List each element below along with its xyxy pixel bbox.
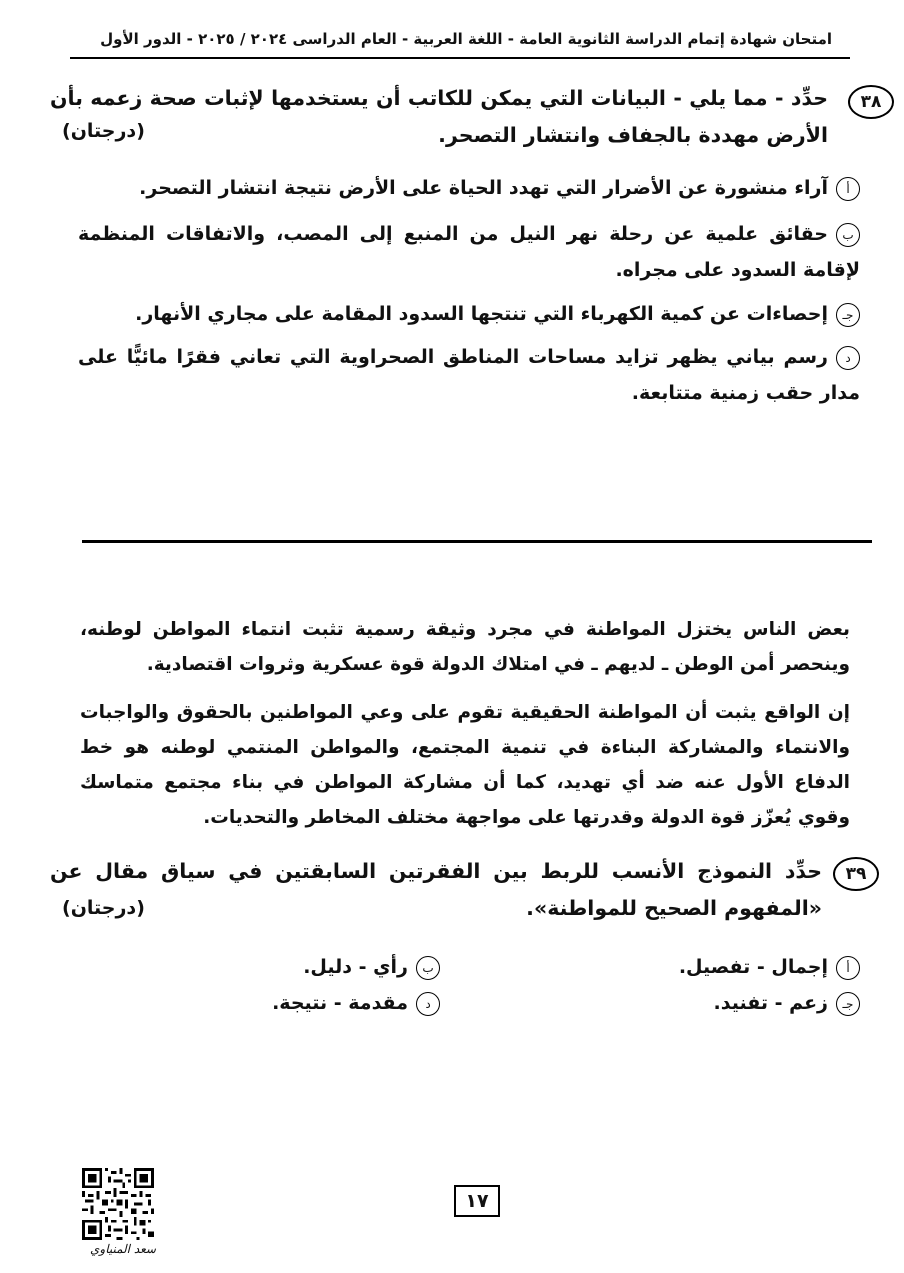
author-signature: سعد المنياوي: [90, 1242, 156, 1256]
exam-header: امتحان شهادة إتمام الدراسة الثانوية العامة - اللغة العربية - العام الدراسى ٢٠٢٤ / ٢٠٢٥ - الدور الأول: [100, 30, 832, 48]
q39-option-b[interactable]: [100, 949, 440, 985]
option-text: حقائق علمية عن رحلة نهر النيل من المنبع إلى المصب، والاتفاقات المنظمة لإقامة السدود على مجراه.: [78, 223, 860, 281]
q38-option-c[interactable]: [82, 296, 860, 332]
q38-option-a[interactable]: [82, 170, 860, 206]
question-38-text: حدِّد - مما يلي - البيانات التي يمكن للكاتب أن يستخدمها لإثبات صحة زعمه بأن الأرض مهددة بالجفاف وانتشار التصحر.: [50, 86, 828, 147]
question-39-text: حدِّد النموذج الأنسب للربط بين الفقرتين السابقتين في سياق مقال عن «المفهوم الصحيح للمواطنة».: [50, 859, 822, 920]
option-marker-c: جـ: [836, 303, 860, 327]
q39-option-a[interactable]: [480, 949, 860, 985]
page-number: ١٧: [454, 1185, 500, 1217]
option-marker-c: جـ: [836, 992, 860, 1016]
question-39-grade: (درجتان): [62, 897, 145, 919]
q39-option-d[interactable]: [100, 985, 440, 1021]
option-marker-d: د: [416, 992, 440, 1016]
q39-option-c[interactable]: [480, 985, 860, 1021]
option-marker-a: أ: [836, 956, 860, 980]
qr-code-icon: [82, 1168, 154, 1240]
question-number-39: ٣٩: [833, 857, 879, 891]
option-text: زعم - تفنيد.: [713, 992, 828, 1014]
option-marker-b: ب: [836, 223, 860, 247]
section-divider: [82, 540, 872, 543]
option-marker-d: د: [836, 346, 860, 370]
option-text: مقدمة - نتيجة.: [272, 992, 408, 1014]
q38-option-d[interactable]: [78, 339, 860, 411]
question-38-grade: (درجتان): [62, 120, 145, 142]
question-number-38: ٣٨: [848, 85, 894, 119]
passage-paragraph-2: إن الواقع يثبت أن المواطنة الحقيقية تقوم على وعي المواطنين بالحقوق والواجبات والانتماء والمشاركة البناءة في تنمية المجتمع، والمواطن المنتمي لوطنه هو خط الدفاع الأول عنه ضد أي تهديد، كما أن مشاركة المواطن في بناء مجتمع متماسك وقوي يُعزّز قوة الدولة وقدرتها على مواجهة مختلف المخاطر والتحديات.: [80, 702, 850, 828]
passage-paragraph-1: بعض الناس يختزل المواطنة في مجرد وثيقة رسمية تثبت انتماء المواطن لوطنه، وينحصر أمن الوطن ـ لديهم ـ في امتلاك الدولة قوة عسكرية وثروات اقتصادية.: [80, 619, 850, 675]
option-text: إحصاءات عن كمية الكهرباء التي تنتجها السدود المقامة على مجاري الأنهار.: [135, 303, 828, 325]
option-text: إجمال - تفصيل.: [678, 956, 828, 978]
option-text: رأي - دليل.: [303, 956, 408, 978]
option-marker-a: أ: [836, 177, 860, 201]
header-divider: [70, 57, 850, 59]
option-marker-b: ب: [416, 956, 440, 980]
option-text: آراء منشورة عن الأضرار التي تهدد الحياة على الأرض نتيجة انتشار التصحر.: [139, 177, 828, 199]
option-text: رسم بياني يظهر تزايد مساحات المناطق الصحراوية التي تعاني فقرًا مائيًّا على مدار حقب زمنية متتابعة.: [78, 346, 860, 404]
q38-option-b[interactable]: [78, 216, 860, 288]
